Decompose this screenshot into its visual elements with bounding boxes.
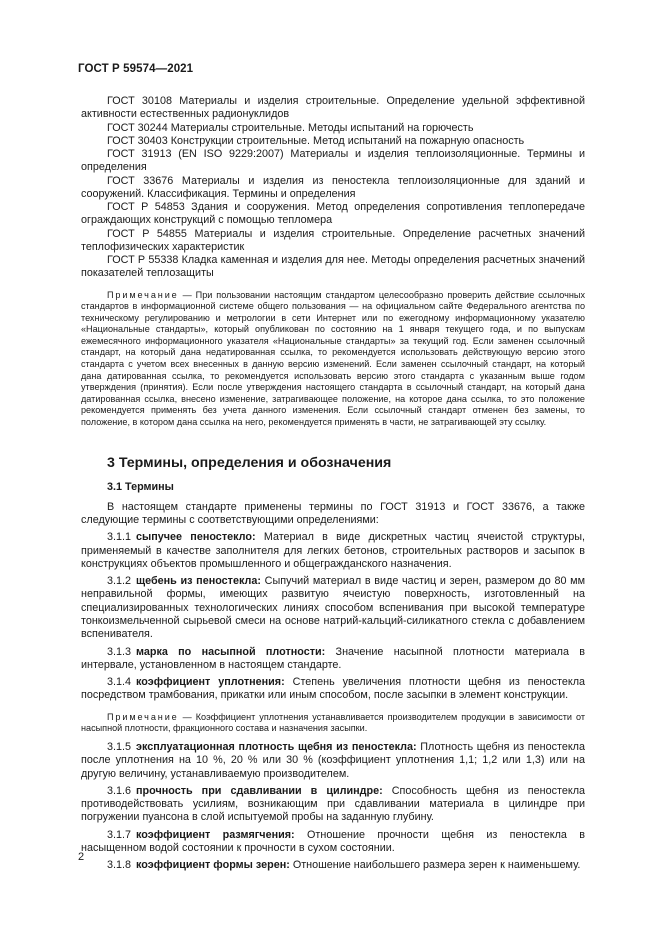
term-name: сыпучее пеностекло: [136, 531, 256, 544]
reference-item: ГОСТ Р 54855 Материалы и изделия строительные. Определение расчетных значений теплофизических характеристик [81, 227, 585, 253]
term-number: 3.1.4 [107, 676, 132, 689]
term-name: коэффициент уплотнения: [136, 676, 285, 689]
normative-references-list [81, 95, 585, 281]
term-name: щебень из пеностекла: [136, 575, 261, 588]
reference-item: ГОСТ 33676 Материалы и изделия из пеностекла теплоизоляционные для зданий и сооружений. Классификация. Термины и определения [81, 174, 585, 200]
reference-item: ГОСТ 30108 Материалы и изделия строительные. Определение удельной эффективной активности естественных радионуклидов [81, 95, 585, 121]
note-label: Примечание [107, 289, 179, 300]
subsection-title: 3.1 Термины [107, 480, 174, 493]
terms-intro: В настоящем стандарте применены термины по ГОСТ 31913 и ГОСТ 33676, а также следующие термины с соответствующими определениями: [81, 500, 585, 526]
term-name: коэффициент формы зерен: [136, 859, 290, 872]
compaction-note [81, 712, 585, 735]
reference-item: ГОСТ 31913 (EN ISO 9229:2007) Материалы и изделия теплоизоляционные. Термины и определения [81, 148, 585, 174]
page-number: 2 [78, 851, 85, 863]
term-definition: Отношение наибольшего размера зерен к наименьшему. [289, 859, 581, 872]
term-number: 3.1.1 [107, 531, 132, 544]
term-definition: Значение насыпной плотности материала в интервале, установленном в настоящем стандарте. [81, 645, 585, 671]
note-label: Примечание [107, 711, 179, 722]
term-definition: Отношение прочности щебня из пеностекла в насыщенном водой состоянии к прочности в сухом состоянии. [81, 828, 585, 855]
term-name: коэффициент размягчения: [136, 828, 295, 841]
term-definition: Способность щебня из пеностекла противодействовать усилиям, возникающим при сдавливании материала в цилиндре при погружении пуансона в слой испытуемой пробы на заданную глубину. [81, 784, 585, 824]
term-number: 3.1.2 [107, 575, 132, 588]
term-definition: Плотность щебня из пеностекла после уплотнения на 10 %, 20 % или 30 % (коэффициент уплотнения 1,1; 1,2 или 1,3) или на другую величину, устанавливаемую производителем. [81, 740, 585, 780]
term-number: 3.1.3 [107, 645, 132, 658]
term-number: 3.1.5 [107, 740, 132, 753]
term-number: 3.1.8 [107, 859, 132, 872]
term-entry [81, 829, 585, 856]
term-entry [81, 785, 585, 825]
term-number: 3.1.7 [107, 828, 132, 841]
term-definition: Сыпучий материал в виде частиц и зерен, размером до 80 мм неправильной формы, имеющих развитую ячеистую поверхность, изготовленный на специализированных технологических линиях способом вспенивания при высокой температуре тонкоизмельченной сырьевой смеси на основе натрий-кальций-силикатного стекла с добавлением вспенивателя. [81, 575, 585, 641]
reference-item: ГОСТ 30244 Материалы строительные. Методы испытаний на горючесть [107, 121, 474, 134]
term-entry [81, 646, 585, 673]
section-title: 3 Термины, определения и обозначения [107, 454, 392, 471]
term-entry [81, 859, 585, 872]
note-text: — Коэффициент уплотнения устанавливается производителем продукции в зависимости от насыпной плотности, фракционного состава и назначения засыпки. [81, 711, 585, 734]
term-definition: Материал в виде дискретных частиц ячеистой структуры, применяемый в качестве заполнителя для легких бетонов, строительных растворов и засыпок в конструкциях объектов промышленного и общегражданского назначения. [81, 531, 585, 570]
references-note [81, 290, 585, 429]
term-definition: Степень увеличения плотности щебня из пеностекла посредством трамбования, прикатки или иным способом, после засыпки в элемент конструкции. [81, 676, 586, 702]
page-content [81, 95, 585, 873]
term-name: прочность при сдавливании в цилиндре: [136, 784, 383, 797]
reference-item: ГОСТ 30403 Конструкции строительные. Метод испытаний на пожарную опасность [107, 134, 525, 147]
reference-item: ГОСТ Р 55338 Кладка каменная и изделия для нее. Методы определения расчетных значений показателей теплозащиты [81, 254, 585, 280]
note-text: — При пользовании настоящим стандартом целесообразно проверить действие ссылочных стандартов в информационной системе общего пользования — на официальном сайте Федерального агентства по техническому регулированию и метрологии в сети Интернет или по ежегодному информационному указателю «Национальные стандарты», который опубликован по состоянию на 1 января текущего года, и по выпускам ежемесячного информационного указателя «Национальные стандарты» за текущий год. Если заменен ссылочный стандарт, на который дана недатированная ссылка, то рекомендуется использовать действующую версию этого стандарта с учетом всех внесенных в данную версию изменений. Если заменен ссылочный стандарт, на который дана датированная ссылка, то рекомендуется использовать версию этого стандарта с указанным выше годом утверждения (принятия). Если после утверждения настоящего стандарта в ссылочный стандарт, на который дана датированная ссылка, внесено изменение, затрагивающее положение, на которое дана ссылка, то это положение рекомендуется применять без учета данного изменения. Если ссылочный стандарт отменен без замены, то положение, в котором дана ссылка на него, рекомендуется применять в части, не затрагивающей эту ссылку. [81, 289, 585, 428]
term-entry [81, 741, 585, 781]
term-entry [81, 575, 585, 641]
term-name: марка по насыпной плотности: [136, 645, 326, 658]
term-number: 3.1.6 [107, 784, 132, 797]
term-entry [81, 676, 585, 703]
term-name: эксплуатационная плотность щебня из пеностекла: [136, 740, 417, 753]
term-entry [81, 531, 585, 571]
document-header: ГОСТ Р 59574—2021 [78, 63, 194, 75]
reference-item: ГОСТ Р 54853 Здания и сооружения. Метод определения сопротивления теплопередаче ограждающих конструкций с помощью тепломера [81, 201, 585, 227]
terms-body [81, 501, 585, 873]
